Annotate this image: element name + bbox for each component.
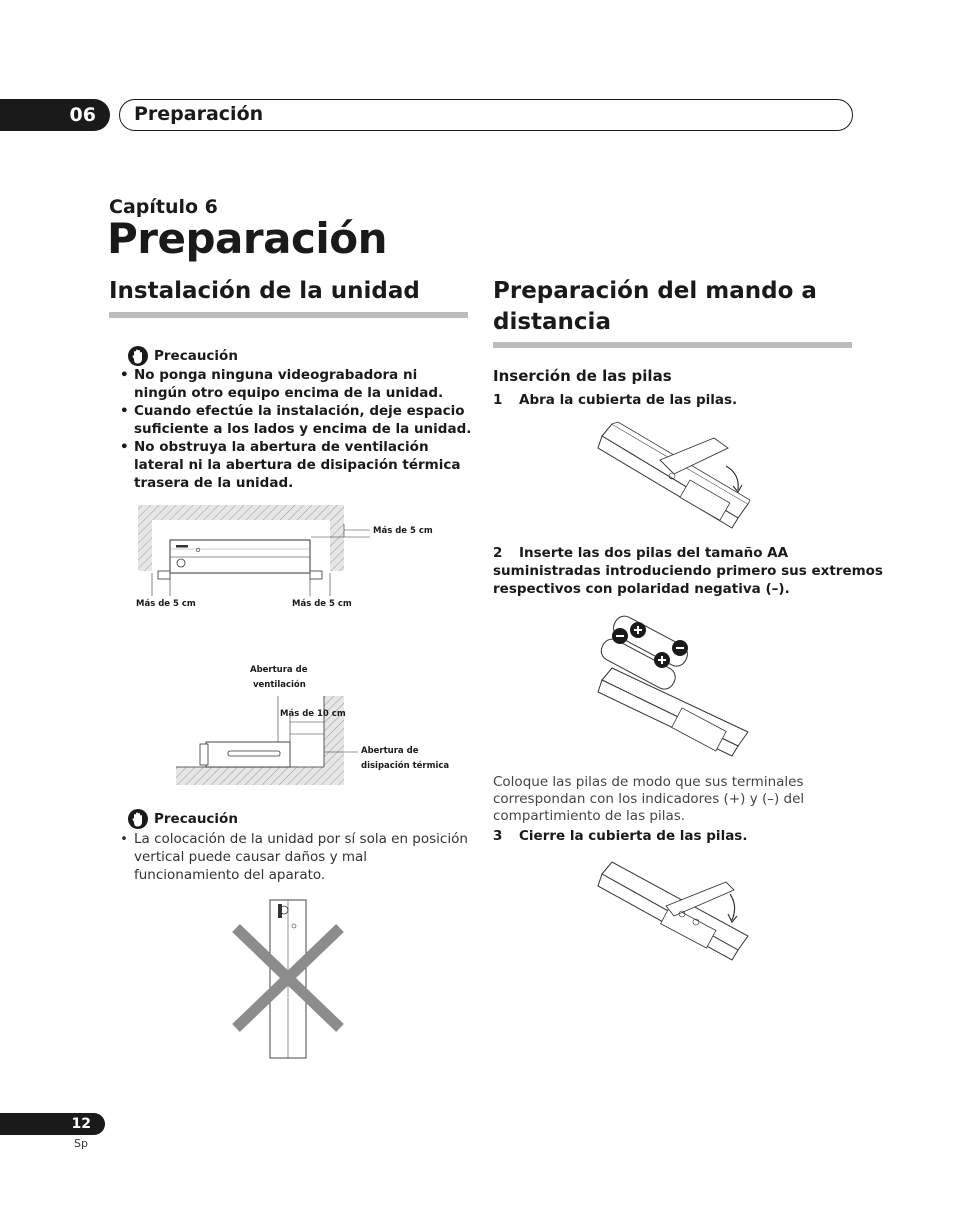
label-vent-1: Abertura de [250,665,308,675]
step-3 [493,827,747,845]
step-2 [493,544,883,598]
battery-polarity-note [493,774,804,825]
note-line: Coloque las pilas de modo que sus terminales [493,774,804,790]
list-item: • Cuando efectúe la instalación, deje espacio suficiente a los lados y encima de la unidad. [118,402,473,438]
section-title-remote-2: distancia [493,309,611,335]
list-item: • No ponga ninguna videograbadora ni ningún otro equipo encima de la unidad. [118,366,473,402]
caution-heading-text: Precaución [154,811,238,827]
step-text: Cierre la cubierta de las pilas. [519,828,748,844]
caution-heading-2 [128,809,238,829]
chapter-number-tab: 06 [0,99,110,131]
note-line: compartimiento de las pilas. [493,808,686,824]
label-vent-2: ventilación [253,680,306,690]
step-number: 3 [493,828,503,844]
caution-heading-text: Precaución [154,348,238,364]
remote-open-cover-diagram [590,418,760,538]
step-text: Abra la cubierta de las pilas. [519,392,738,408]
section-title-installation: Instalación de la unidad [109,278,420,304]
step-number: 1 [493,392,503,408]
section-rule [493,342,852,348]
page-title: Preparación [107,214,387,263]
page-number: 12 [0,1113,105,1135]
page-language: Sp [74,1137,88,1150]
label-top-clearance: Más de 5 cm [373,526,433,536]
chapter-label: Capítulo 6 [109,196,218,218]
clearance-diagram-top [130,500,440,615]
vertical-placement-prohibited-diagram [230,896,350,1066]
label-distance: Más de 10 cm [280,709,346,719]
step-1 [493,391,737,409]
note-line: correspondan con los indicadores (+) y (–) del [493,791,805,807]
clearance-diagram-side [170,656,460,791]
caution-hand-icon [128,346,148,366]
header-chapter-title: Preparación [134,103,264,125]
step-text: Inserte las dos pilas del tamaño AA [519,545,789,561]
caution-hand-icon [128,809,148,829]
caution-list-1 [118,366,473,492]
step-text: suministradas introduciendo primero sus extremos [493,563,883,579]
section-rule [109,312,468,318]
label-right-clearance: Más de 5 cm [292,599,352,609]
remote-close-cover-diagram [590,856,760,972]
step-number: 2 [493,545,503,561]
caution-list-2 [118,830,473,884]
step-text: respectivos con polaridad negativa (–). [493,581,790,597]
list-item: • No obstruya la abertura de ventilación lateral ni la abertura de disipación térmica trasera de la unidad. [118,438,473,492]
label-heat-2: disipación térmica [361,761,450,771]
caution-heading-1 [128,346,238,366]
list-item: • La colocación de la unidad por sí sola en posición vertical puede causar daños y mal funcionamiento del aparato. [118,830,473,884]
label-left-clearance: Más de 5 cm [136,599,196,609]
remote-insert-batteries-diagram [590,610,760,780]
subsection-battery-insertion: Inserción de las pilas [493,367,672,385]
label-heat-1: Abertura de [361,746,419,756]
section-title-remote-1: Preparación del mando a [493,278,817,304]
